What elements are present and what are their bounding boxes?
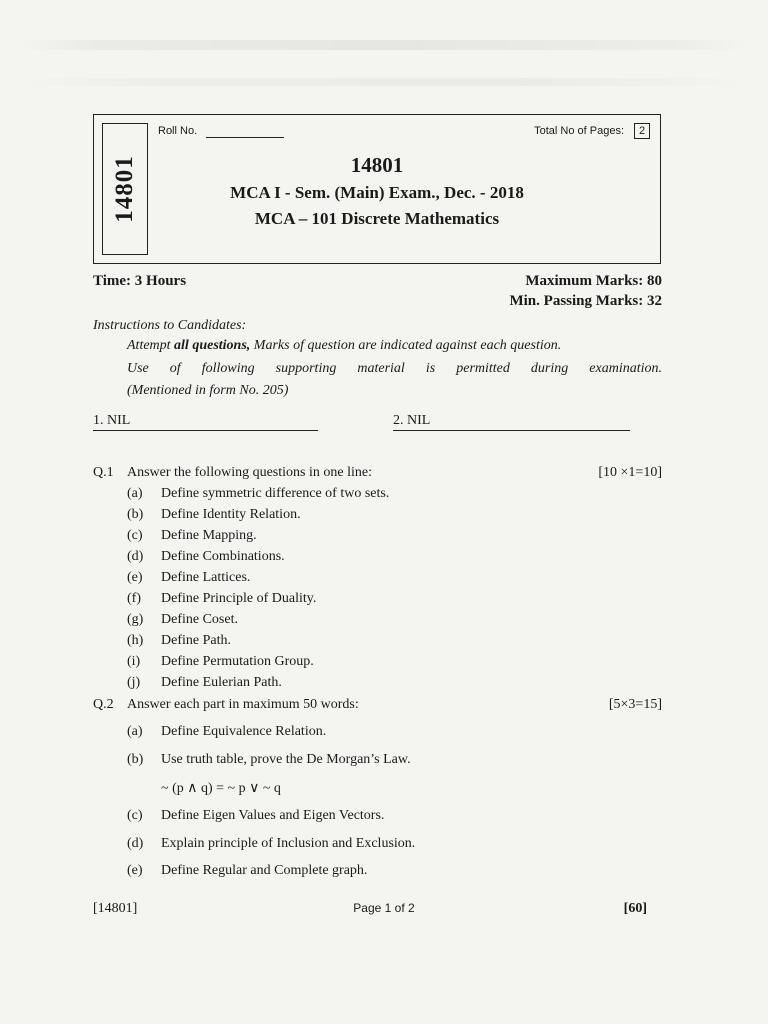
instructions-heading: Instructions to Candidates: bbox=[93, 318, 247, 333]
q2-number: Q.2 bbox=[93, 697, 114, 712]
q1-part-label: (j) bbox=[127, 675, 141, 690]
scan-artifact-second bbox=[20, 78, 748, 86]
q1-part-text: Define Mapping. bbox=[161, 528, 257, 543]
total-pages-value: 2 bbox=[634, 123, 650, 139]
q2-part-text: Define Equivalence Relation. bbox=[161, 724, 327, 739]
q1-part-text: Define Lattices. bbox=[161, 570, 251, 585]
q1-part-label: (a) bbox=[127, 486, 143, 501]
instruction-lead: Attempt bbox=[127, 338, 175, 353]
subject-title: MCA – 101 Discrete Mathematics bbox=[254, 209, 500, 228]
roll-number-blank bbox=[206, 137, 284, 138]
exam-time: Time: 3 Hours bbox=[93, 273, 187, 289]
q1-number: Q.1 bbox=[93, 465, 114, 480]
q2-marks: [5×3=15] bbox=[608, 697, 662, 712]
q1-part-text: Define Path. bbox=[161, 633, 231, 648]
q2-part-label: (a) bbox=[127, 724, 143, 739]
q1-part-text: Define Identity Relation. bbox=[161, 507, 301, 522]
scan-artifact-top bbox=[20, 40, 748, 50]
material-item-2: 2. NIL bbox=[393, 413, 630, 431]
q1-marks: [10 ×1=10] bbox=[598, 465, 662, 480]
min-passing-marks: Min. Passing Marks: 32 bbox=[509, 293, 662, 309]
q1-part-label: (c) bbox=[127, 528, 143, 543]
exam-title: MCA I - Sem. (Main) Exam., Dec. - 2018 bbox=[230, 183, 524, 202]
q2-part-label: (e) bbox=[127, 863, 143, 878]
q2-text: Answer each part in maximum 50 words: bbox=[127, 697, 359, 712]
q2-part-text: Explain principle of Inclusion and Exclusion. bbox=[161, 836, 416, 851]
q2-part-text: Use truth table, prove the De Morgan’s Law. bbox=[161, 752, 411, 767]
q2-part-label: (b) bbox=[127, 752, 144, 767]
paper-code: 14801 bbox=[350, 153, 404, 177]
q1-part-text: Define Combinations. bbox=[161, 549, 285, 564]
q1-part-text: Define Principle of Duality. bbox=[161, 591, 317, 606]
instruction-emphasis: all questions, bbox=[174, 338, 251, 353]
q2-part-text: Define Eigen Values and Eigen Vectors. bbox=[161, 808, 385, 823]
roll-number-label: Roll No. bbox=[158, 125, 198, 137]
q1-part-label: (g) bbox=[127, 612, 144, 627]
instruction-line-1 bbox=[127, 338, 561, 354]
total-pages-label: Total No of Pages: bbox=[534, 125, 624, 137]
de-morgan-formula: ~ (p ∧ q) = ~ p ∨ ~ q bbox=[161, 781, 281, 796]
q1-part-label: (e) bbox=[127, 570, 143, 585]
instruction-line-2: Use of following supporting material is permitted during examination. bbox=[127, 361, 662, 376]
q2-part-text: Define Regular and Complete graph. bbox=[161, 863, 368, 878]
maximum-marks: Maximum Marks: 80 bbox=[525, 273, 662, 289]
footer-page-number: Page 1 of 2 bbox=[353, 901, 415, 915]
q1-part-label: (d) bbox=[127, 549, 144, 564]
material-item-1: 1. NIL bbox=[93, 413, 318, 431]
footer-paper-code: [14801] bbox=[93, 901, 138, 916]
q1-part-label: (b) bbox=[127, 507, 144, 522]
q1-part-label: (i) bbox=[127, 654, 141, 669]
q1-part-label: (h) bbox=[127, 633, 144, 648]
exam-header-box bbox=[93, 114, 661, 264]
q1-part-text: Define symmetric difference of two sets. bbox=[161, 486, 390, 501]
q1-part-label: (f) bbox=[127, 591, 141, 606]
q1-part-text: Define Eulerian Path. bbox=[161, 675, 282, 690]
side-paper-code: 14801 bbox=[111, 155, 138, 223]
q2-part-label: (c) bbox=[127, 808, 143, 823]
footer-total-marks: [60] bbox=[623, 901, 647, 916]
q1-part-text: Define Coset. bbox=[161, 612, 238, 627]
instruction-line-3: (Mentioned in form No. 205) bbox=[127, 383, 289, 398]
q2-part-label: (d) bbox=[127, 836, 144, 851]
q1-text: Answer the following questions in one line: bbox=[127, 465, 372, 480]
q1-part-text: Define Permutation Group. bbox=[161, 654, 314, 669]
instruction-rest: Marks of question are indicated against each question. bbox=[250, 338, 562, 353]
